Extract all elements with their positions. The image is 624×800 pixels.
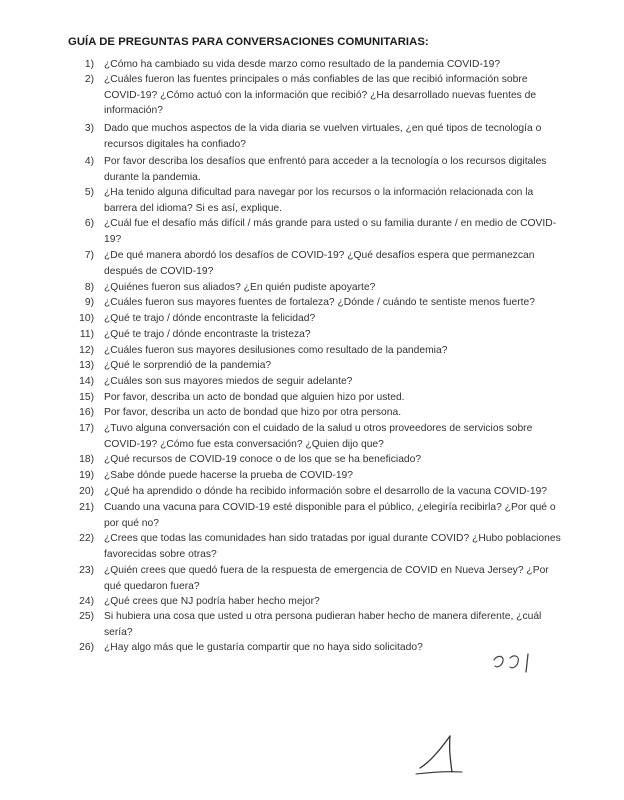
- handwritten-mark: [488, 642, 548, 676]
- question-text: Por favor, describa un acto de bondad que hizo por otra persona.: [104, 407, 402, 418]
- question-number: 1): [84, 59, 94, 70]
- question-text: Si hubiera una cosa que usted u otra persona pudieran haber hecho de manera diferente, ¿cuál sería?: [104, 611, 542, 638]
- question-number: 19): [79, 470, 94, 481]
- question-number: 17): [79, 423, 94, 434]
- question-number: 16): [79, 407, 94, 418]
- question-text: ¿Qué ha aprendido o dónde ha recibido información sobre el desarrollo de la vacuna COVID-19?: [104, 486, 548, 497]
- question-number: 24): [79, 596, 94, 607]
- question-text: Cuando una vacuna para COVID-19 esté disponible para el público, ¿elegiría recibirla? ¿Por qué o por qué no?: [104, 502, 556, 529]
- question-number: 22): [79, 533, 94, 544]
- question-text: ¿De qué manera abordó los desafíos de COVID-19? ¿Qué desafíos espera que permanezcan después de COVID-19?: [104, 250, 535, 277]
- page-title: GUÍA DE PREGUNTAS PARA CONVERSACIONES COMUNITARIAS:: [68, 36, 429, 48]
- question-text: ¿Cuáles fueron sus mayores fuentes de fortaleza? ¿Dónde / cuándo te sentiste menos fuerte?: [104, 297, 535, 308]
- question-text: ¿Cuál fue el desafío más difícil / más grande para usted o su familia durante / en medio de COVID-19?: [104, 218, 557, 245]
- question-number: 25): [79, 611, 94, 622]
- question-text: ¿Sabe dónde puede hacerse la prueba de COVID-19?: [104, 470, 354, 481]
- question-number: 18): [79, 454, 94, 465]
- question-text: ¿Quiénes fueron sus aliados? ¿En quién pudiste apoyarte?: [104, 282, 376, 293]
- question-number: 26): [79, 642, 94, 653]
- question-number: 5): [84, 187, 94, 198]
- question-number: 4): [84, 156, 94, 167]
- question-number: 8): [84, 282, 94, 293]
- question-text: ¿Ha tenido alguna dificultad para navegar por los recursos o la información relacionada con la barrera del idioma? Si es así, explique.: [104, 187, 534, 214]
- question-text: ¿Qué le sorprendió de la pandemia?: [104, 360, 272, 371]
- question-number: 3): [84, 123, 94, 134]
- question-text: ¿Quién crees que quedó fuera de la respuesta de emergencia de COVID en Nueva Jersey? ¿Por qué quedaron fuera?: [104, 565, 549, 592]
- question-number: 12): [79, 345, 94, 356]
- question-text: ¿Cuáles fueron las fuentes principales o más confiables de las que recibió información sobre COVID-19? ¿Cómo actuó con la información que recibió? ¿Ha desarrollado nuevas fuentes de información?: [104, 74, 537, 116]
- question-text: ¿Qué crees que NJ podría haber hecho mejor?: [104, 596, 320, 607]
- handwritten-signature: [412, 728, 472, 778]
- question-text: ¿Cuáles fueron sus mayores desilusiones como resultado de la pandemia?: [104, 345, 448, 356]
- question-text: Por favor describa los desafíos que enfrentó para acceder a la tecnología o los recursos digitales durante la pandemia.: [104, 156, 547, 183]
- question-number: 13): [79, 360, 94, 371]
- question-text: ¿Tuvo alguna conversación con el cuidado de la salud u otros proveedores de servicios sobre COVID-19? ¿Cómo fue esta conversación? ¿Quien dijo que?: [104, 423, 533, 450]
- question-text: ¿Cómo ha cambiado su vida desde marzo como resultado de la pandemia COVID-19?: [104, 59, 501, 70]
- question-number: 2): [84, 74, 94, 85]
- question-text: ¿Qué recursos de COVID-19 conoce o de los que se ha beneficiado?: [104, 454, 422, 465]
- question-number: 9): [84, 297, 94, 308]
- question-text: ¿Crees que todas las comunidades han sido tratadas por igual durante COVID? ¿Hubo poblaciones favorecidas sobre otras?: [104, 533, 561, 560]
- question-number: 7): [84, 250, 94, 261]
- question-number: 10): [79, 313, 94, 324]
- question-number: 6): [84, 218, 94, 229]
- question-number: 15): [79, 392, 94, 403]
- question-text: Por favor, describa un acto de bondad que alguien hizo por usted.: [104, 392, 405, 403]
- question-text: ¿Qué te trajo / dónde encontraste la tristeza?: [104, 329, 311, 340]
- question-number: 23): [79, 565, 94, 576]
- question-text: Dado que muchos aspectos de la vida diaria se vuelven virtuales, ¿en qué tipos de tecnología o recursos digitales ha confiado?: [104, 123, 542, 150]
- question-text: ¿Qué te trajo / dónde encontraste la felicidad?: [104, 313, 316, 324]
- question-text: ¿Cuáles son sus mayores miedos de seguir adelante?: [104, 376, 353, 387]
- question-number: 14): [79, 376, 94, 387]
- question-number: 21): [79, 502, 94, 513]
- question-number: 11): [79, 329, 94, 340]
- question-text: ¿Hay algo más que le gustaría compartir que no haya sido solicitado?: [104, 642, 423, 653]
- question-number: 20): [79, 486, 94, 497]
